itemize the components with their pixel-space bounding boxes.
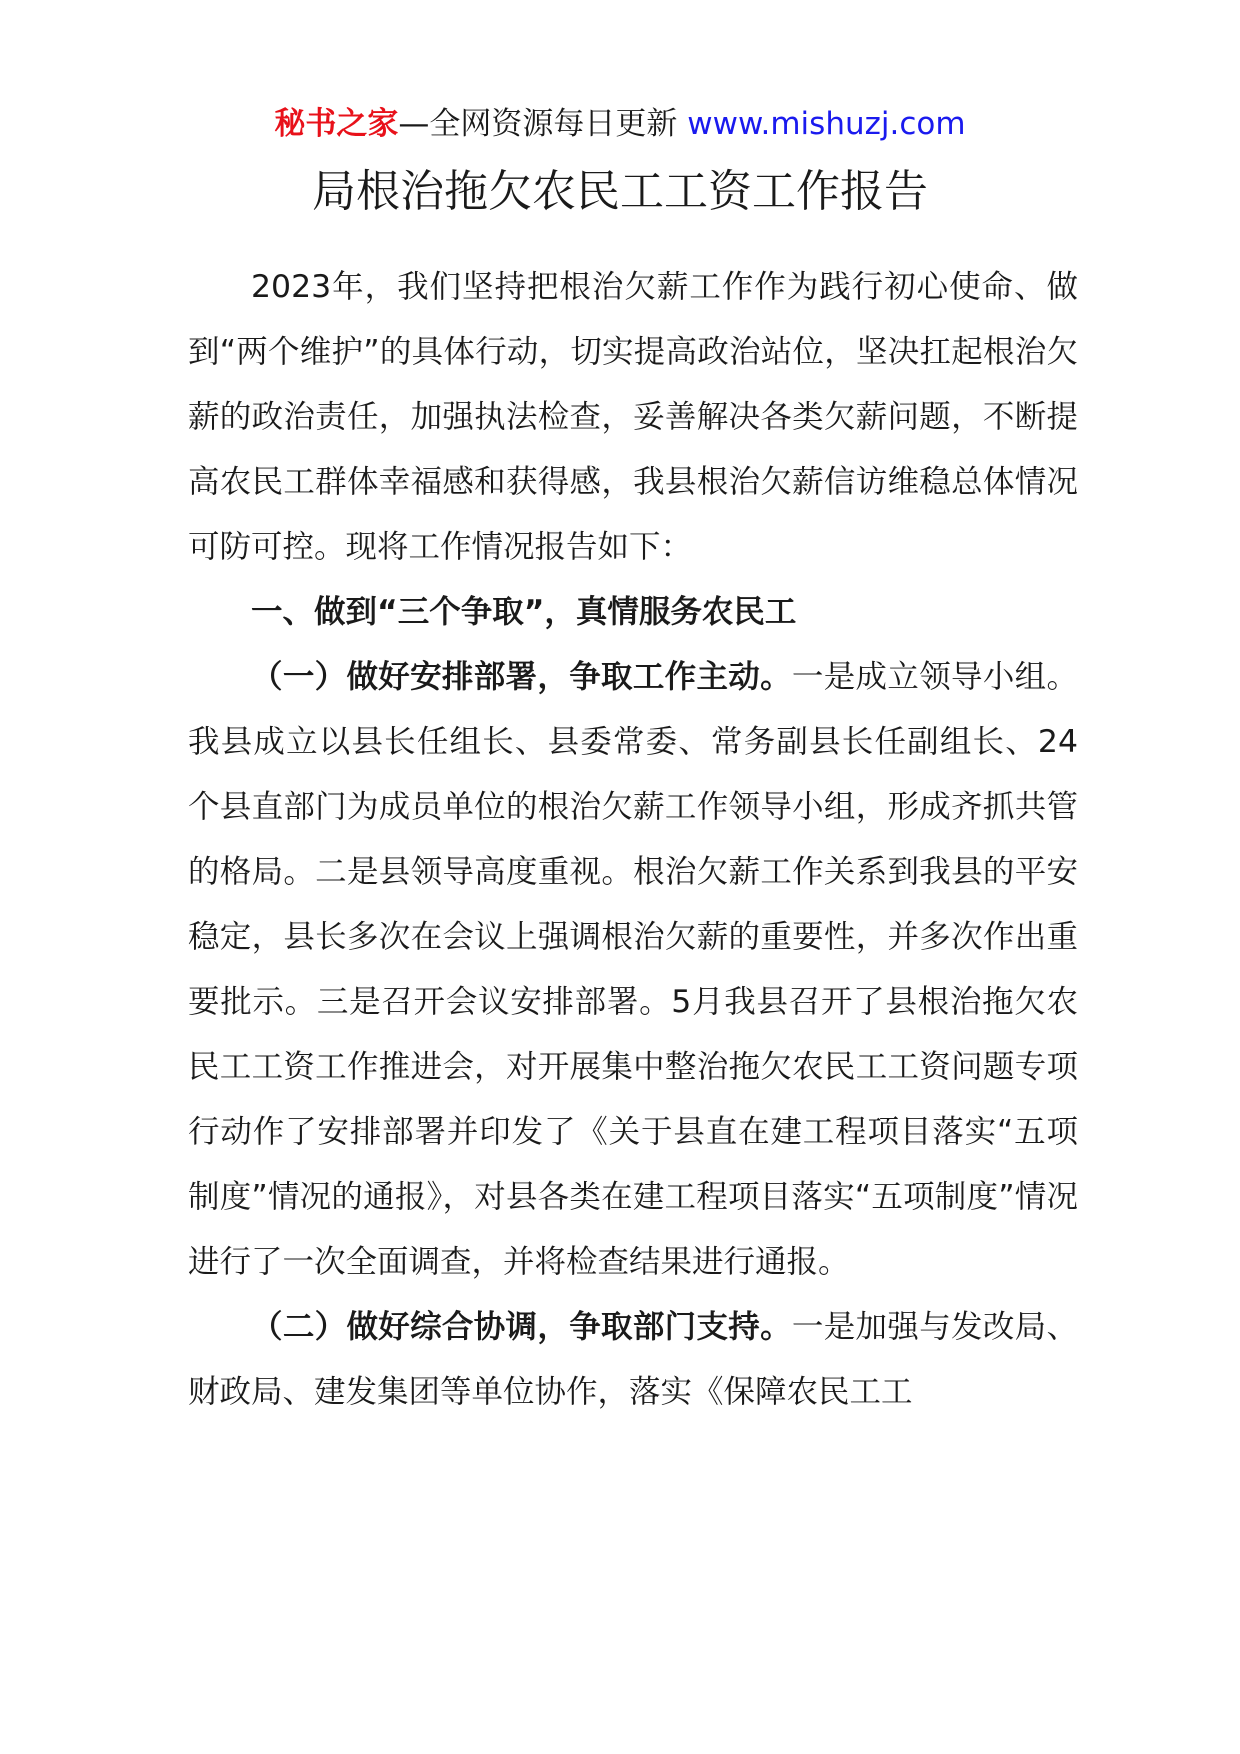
subsection-paragraph-2 — [188, 1295, 1078, 1425]
document-title: 局根治拖欠农民工工资工作报告 — [312, 166, 928, 217]
subsection-heading-2: （二）做好综合协调，争取部门支持。 — [251, 1309, 792, 1345]
subsection-heading-1: （一）做好安排部署，争取工作主动。 — [251, 659, 792, 695]
document-body — [188, 255, 1078, 1425]
subsection-body-1: 一是成立领导小组。我县成立以县长任组长、县委常委、常务副县长任副组长、24个县直部门为成员单位的根治欠薪工作领导小组，形成齐抓共管的格局。二是县领导高度重视。根治欠薪工作关系到我县的平安稳定，县长多次在会议上强调根治欠薪的重要性，并多次作出重要批示。三是召开会议安排部署。5月我县召开了县根治拖欠农民工工资工作推进会，对开展集中整治拖欠农民工工资问题专项行动作了安排部署并印发了《关于县直在建工程项目落实“五项制度”情况的通报》，对县各类在建工程项目落实“五项制度”情况进行了一次全面调查，并将检查结果进行通报。 — [188, 659, 1078, 1280]
subsection-body-2: 一是加强与发改局、财政局、建发集团等单位协作，落实《保障农民工工 — [188, 1309, 1078, 1410]
site-url-link[interactable]: www.mishuzj.com — [687, 106, 966, 142]
intro-paragraph: 2023年，我们坚持把根治欠薪工作作为践行初心使命、做到“两个维护”的具体行动，切实提高政治站位，坚决扛起根治欠薪的政治责任，加强执法检查，妥善解决各类欠薪问题，不断提高农民工群体幸福感和获得感，我县根治欠薪信访维稳总体情况可防可控。现将工作情况报告如下： — [188, 269, 1078, 565]
header-tagline: —全网资源每日更新 — [398, 106, 688, 142]
brand-name: 秘书之家 — [274, 106, 399, 142]
site-header — [0, 100, 1240, 148]
subsection-paragraph-1 — [188, 645, 1078, 1295]
section-heading-1: 一、做到“三个争取”，真情服务农民工 — [251, 594, 797, 630]
